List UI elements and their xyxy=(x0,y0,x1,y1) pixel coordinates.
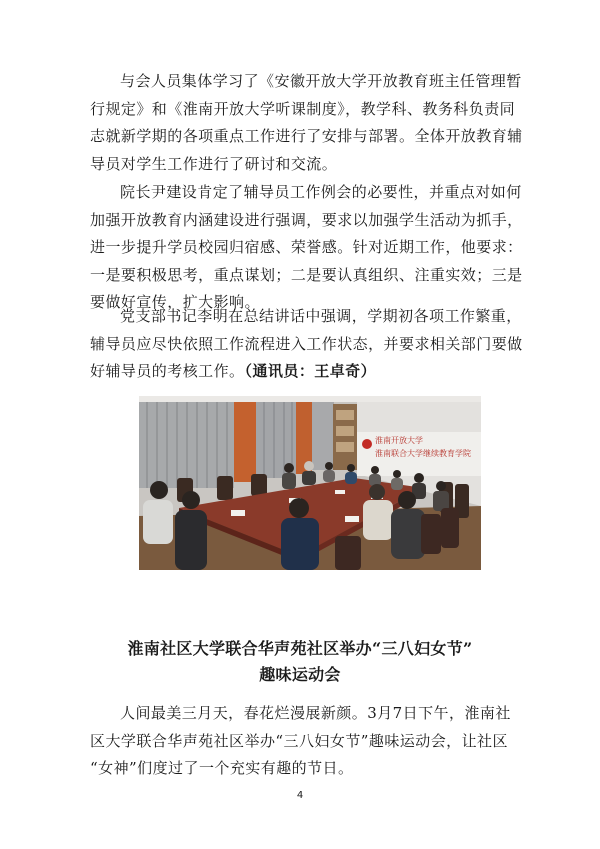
text-line: 进一步提升学员校园归宿感、荣誉感。针对近期工作，他要求： xyxy=(90,238,523,256)
text-line: 行规定》和《淮南开放大学听课制度》，教学科、教务科负责同 xyxy=(90,99,516,118)
text-line: 要做好宣传，扩大影响。 xyxy=(90,293,260,311)
text-line xyxy=(90,358,518,386)
paragraph-study xyxy=(90,68,523,178)
text-line: 辅导员应尽快依照工作流程进入工作状态，并要求相关部门要做 xyxy=(90,334,523,353)
paragraph-president xyxy=(90,179,523,317)
text-line: “女神”们度过了一个充实有趣的节日。 xyxy=(90,759,354,777)
sign-text-line2: 淮南联合大学继续教育学院 xyxy=(375,449,471,458)
text-line: 人间最美三月天，春花烂漫展新颜。3月7日下午，淮南社 xyxy=(120,704,511,722)
article-title-line1: 淮南社区大学联合华声苑社区举办“三八妇女节” xyxy=(127,639,473,658)
page-number: 4 xyxy=(296,790,304,801)
article-title-line2: 趣味运动会 xyxy=(259,665,341,684)
sign-text-line1: 淮南开放大学 xyxy=(375,436,423,445)
text-line: 一是要积极思考，重点谋划；二是要认真组织、注重实效；三是 xyxy=(90,265,523,284)
paragraph-event xyxy=(90,700,518,783)
reporter-credit: （通讯员：王卓奇） xyxy=(244,362,377,380)
text-line: 院长尹建设肯定了辅导员工作例会的必要性，并重点对如何 xyxy=(120,183,522,201)
text-line: 志就新学期的各项重点工作进行了安排与部署。全体开放教育辅 xyxy=(90,127,523,145)
text-line: 区大学联合华声苑社区举办“三八妇女节”趣味运动会，让社区 xyxy=(90,731,508,750)
meeting-photo xyxy=(139,396,481,570)
paragraph-secretary xyxy=(90,303,523,386)
text-line: 导员对学生工作进行了研讨和交流。 xyxy=(90,154,338,173)
text-fragment: 好辅导员的考核工作。 xyxy=(90,362,245,380)
text-line: 党支部书记李明在总结讲话中强调，学期初各项工作繁重， xyxy=(120,307,522,325)
text-line: 加强开放教育内涵建设进行强调，要求以加强学生活动为抓手， xyxy=(90,210,523,229)
text-line: 与会人员集体学习了《安徽开放大学开放教育班主任管理暂 xyxy=(120,72,522,90)
